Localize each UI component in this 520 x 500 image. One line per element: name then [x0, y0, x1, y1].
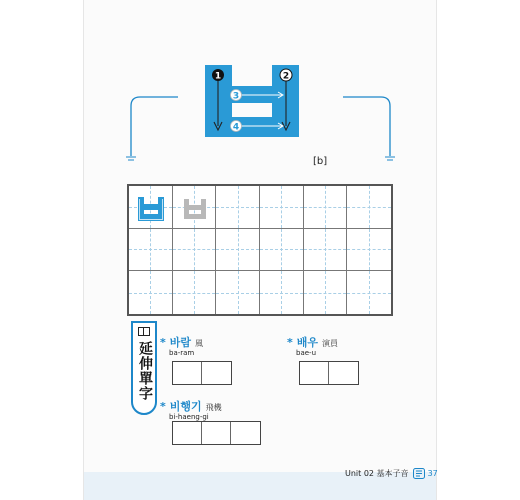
writing-box[interactable] [329, 362, 358, 384]
writing-practice-grid [127, 184, 393, 316]
stroke-number-4: 4 [232, 122, 240, 133]
practice-cell[interactable] [347, 271, 391, 314]
practice-cell[interactable] [173, 271, 217, 314]
practice-cell[interactable] [216, 229, 260, 272]
vocab-word-3 [160, 398, 222, 421]
bullet-icon: * [287, 336, 293, 349]
page-number: 37 [427, 469, 438, 478]
vocab-section-tab [131, 321, 157, 415]
word-romanization: bi-haeng-gi [169, 413, 209, 421]
practice-cell[interactable] [129, 186, 173, 229]
unit-icon [413, 468, 425, 479]
practice-cell[interactable] [216, 271, 260, 314]
writing-box[interactable] [173, 362, 202, 384]
practice-cell[interactable] [304, 186, 348, 229]
practice-cell[interactable] [129, 229, 173, 272]
page-footer [345, 468, 438, 479]
vocab-section-label: 延伸單字 [137, 341, 153, 401]
writing-box[interactable] [202, 362, 231, 384]
practice-cell[interactable] [347, 229, 391, 272]
word-romanization: bae-u [296, 349, 317, 357]
practice-cell[interactable] [260, 271, 304, 314]
practice-cell[interactable] [304, 229, 348, 272]
stroke-number-3: 3 [232, 91, 240, 102]
word-korean: 비행기 [169, 400, 202, 413]
practice-cell[interactable] [260, 186, 304, 229]
word-2-writing-boxes[interactable] [299, 361, 359, 385]
word-chinese: 演員 [322, 339, 339, 348]
word-korean: 배우 [296, 336, 319, 349]
writing-box[interactable] [202, 422, 231, 444]
vocab-word-1 [160, 334, 203, 357]
writing-box[interactable] [231, 422, 260, 444]
bullet-icon: * [160, 336, 166, 349]
book-icon [138, 327, 150, 336]
practice-cell[interactable] [260, 229, 304, 272]
word-chinese: 飛機 [205, 403, 222, 412]
practice-cell[interactable] [216, 186, 260, 229]
unit-title: Unit 02 基本子音 [345, 469, 409, 478]
writing-box[interactable] [173, 422, 202, 444]
example-letter-gray [181, 196, 209, 222]
practice-cell[interactable] [129, 271, 173, 314]
word-romanization: ba-ram [169, 349, 195, 357]
word-korean: 바람 [169, 336, 192, 349]
word-1-writing-boxes[interactable] [172, 361, 232, 385]
practice-cell[interactable] [173, 186, 217, 229]
writing-box[interactable] [300, 362, 329, 384]
practice-cell[interactable] [173, 229, 217, 272]
pronunciation-label: [b] [313, 156, 328, 167]
stroke-number-2: 2 [282, 71, 290, 82]
word-3-writing-boxes[interactable] [172, 421, 261, 445]
vocab-word-2 [287, 334, 338, 357]
practice-cell[interactable] [304, 271, 348, 314]
example-letter-blue [137, 196, 165, 222]
stroke-number-1: 1 [214, 71, 222, 82]
bullet-icon: * [160, 400, 166, 413]
word-chinese: 風 [195, 339, 204, 348]
practice-cell[interactable] [347, 186, 391, 229]
